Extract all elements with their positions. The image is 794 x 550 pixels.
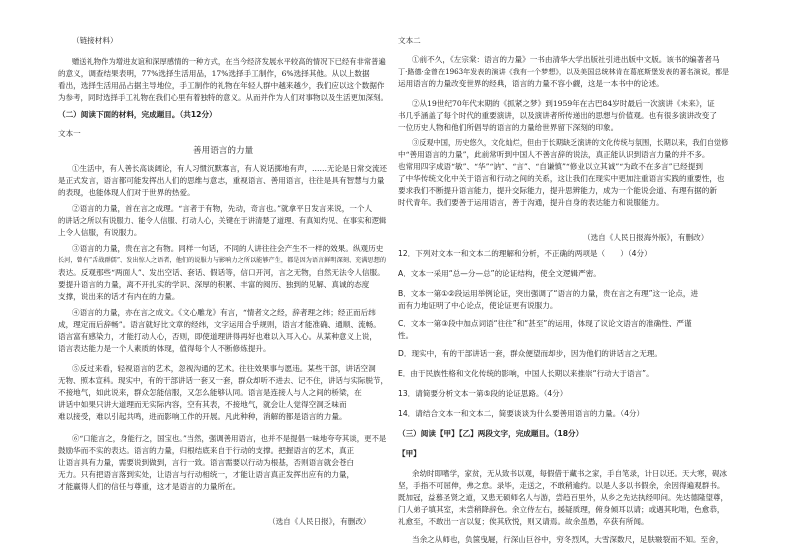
left-text-line: 长河，曾有“舌战群儒”、发出惊人之语者，他们的说服力与影响力之所以能够产生，都是因为语言鲜明深刻、充满思想的: [58, 257, 387, 264]
left-text-line: 支撑，说出来的话才有内在的力量。: [58, 292, 180, 301]
right-text-line: ③反观中国，历史悠久，文化灿烂，但由于长期缺乏演讲的文化传统与氛围，长期以来，我们自觉修: [412, 138, 729, 147]
left-text-line: 的表现，也能体现人们对于世界的热爱。: [58, 188, 195, 197]
left-text-line: 文本一: [58, 129, 81, 138]
right-text-line: 余幼时即嗜学，家贫，无从致书以观，每假借于藏书之家，手自笔录，计日以还。天大寒，砚冰: [412, 469, 727, 478]
right-text-line: 【甲】: [398, 449, 421, 458]
right-text-line: 门人弟子填其室，未尝稍降辞色。余立侍左右，援疑质理，俯身倾耳以请；或遇其叱咄，色愈恭，: [398, 505, 725, 514]
left-text-line: ⑥“口能言之，身能行之，国宝也。”当然，强调善用语言，也并不是提倡一味地夸夸其谈，更不是: [72, 434, 387, 443]
left-text-line: 成，理定而后辞畅”。语言就好比文章的经纬，文字运用合乎规则，语言才能准确、通顺、流畅。: [58, 320, 381, 329]
right-column: [398, 0, 730, 550]
right-text-line: 坚，手指不可屈伸，弗之怠。录毕，走送之，不敢稍逾约。以是人多以书假余，余因得遍观群书。: [398, 481, 725, 490]
right-text-line: 12．下列对文本一和文本二的理解和分析，不正确的两项是（ ）（4分）: [398, 249, 652, 258]
source-note: （选自《人民日报》，有删改）: [268, 517, 371, 526]
left-text-line: ②语言的力量，首在言之成理。“言者于有物，先动，奇言也。”就拿平日发言来说，一个人: [72, 204, 373, 213]
right-text-line: 13．请简要分析文本一第⑤段的论证思路。（4分）: [398, 389, 568, 398]
right-text-line: 既加冠，益慕圣贤之道，又患无硕师名人与游，尝趋百里外，从乡之先达执经叩问。先达德隆望尊，: [398, 493, 728, 502]
right-text-line: A．文本一采用“总—分—总”的论证结构，使全文逻辑严密。: [398, 269, 601, 278]
left-text-line: 是正式发言，语言都可能发挥出人们的思维与意志，重视语言、善用语言，往往是具有智慧与力量: [58, 176, 385, 185]
left-text-line: 语言表达能力是一个人素质的体现，值得每个人不断修炼提升。: [58, 344, 271, 353]
right-text-line: ①前不久，《左宗棠：语言的力量》一书由清华大学出版社引进出版中文版。该书的编著者马: [412, 55, 720, 64]
right-text-line: E．由于民族性格和文化传统的影响，中国人长期以来推崇“行动大于语言”。: [398, 369, 654, 378]
left-text-line: 的意义，调查结果表明，77%选择生活用品，17%选择手工制作，6%选择其他。从以上数据: [58, 69, 370, 78]
left-column: [58, 0, 388, 550]
left-text-line: 为参考，同时选择手工礼物在我们心里有着独特的意义。从而并作为人们对事物以及生活更加深刻。: [58, 93, 388, 102]
left-text-line: 讲话中如果只讲大道理而无实际内容，空有其表，不接地气，就会让人觉得空洞乏味而: [58, 400, 347, 409]
right-text-line: 了中华传统文化中关于语言和行动之间的关系，这让我们在现实中更加注重语言实践的重要性，也: [398, 174, 725, 183]
right-text-line: （三）阅读【甲】【乙】两段文字，完成题目。（18分）: [398, 429, 584, 438]
left-text-line: （二）阅读下面的材料，完成题目。（共12分）: [58, 110, 217, 119]
left-text-line: 才能赢得人们的信任与尊重，这才是语言的力量所在。: [58, 482, 241, 491]
right-text-line: 性。: [398, 331, 414, 340]
left-text-line: 让语言具有力量，需要说到做到，言行一致。语言需要以行动为根基，否则语言就会苍白: [58, 458, 355, 467]
right-text-line: D．现实中，有的干部讲话一套，群众便望而却步，因为他们的讲话言之无理。: [398, 349, 663, 358]
left-text-line: ⑤反过来看，轻视语言的艺术，忽视沟通的艺术。往往效果事与愿违。某些干部，讲话空洞: [72, 364, 376, 373]
right-text-line: 要求我们不断提升语言能力，提升交际能力，提升思辨能力，成为一个能说会道、有理有据的新: [398, 186, 717, 195]
right-text-line: 当余之从师也，负箧曳屣，行深山巨谷中，穷冬烈风，大雪深数尺，足肤皲裂而不知。至舍，: [412, 535, 724, 544]
left-text-line: 表达。反观那些“两面人”、发出空话、套话、假话等，信口开河，言之无物，自然无法令人信服。: [58, 268, 385, 277]
right-text-line: 书几乎涵盖了每个时代的重要演讲，以及演讲者所传递出的思想与价值观。也有很多演讲改变了: [398, 111, 717, 120]
right-text-line: C．文本一第③段中加点词语“往往”和“甚至”的运用，体现了议论文语言的准确性、严谨: [398, 319, 692, 328]
right-text-line: 也常用四字成语“敏”、“华”“讷”、“言”、“自谦慎”“修业以立其诚”“为政不在多言”已经提到: [398, 162, 703, 171]
right-text-line: 一位历史人物和他们所倡导的语言的力量给世界留下深刻的印象。: [398, 123, 619, 132]
left-text-line: 善用语言的力量: [193, 146, 254, 156]
left-text-line: （链接材料）: [72, 36, 118, 45]
left-text-line: 上令人信服，有说服力。: [58, 228, 142, 237]
right-text-line: 14．请结合文本一和文本二，简要谈谈为什么要善用语言的力量。（4分）: [398, 409, 645, 418]
right-text-line: 礼愈至，不敢出一言以复；俟其欣悦，则又请焉。故余虽愚，卒获有所闻。: [398, 517, 649, 526]
right-text-line: 中“善用语言的力量”，此前常听到中国人不善言辞的说法，真正能认识到语言力量的并不多。: [398, 150, 710, 159]
right-text-line: 时代青年。我们要善于运用语言，善于沟通，提升自身的表达能力和说服能力。: [398, 198, 664, 207]
left-text-line: 无物、照本宣科。现实中，有的干部讲话一套又一套，群众却听不进去、记不住，讲话与实际脱节，: [58, 376, 388, 385]
left-text-line: 不接地气，如此说来，群众怎能信服，又怎么能够认同。语言是连接人与人之间的桥梁，在: [58, 388, 362, 397]
right-text-line: B．文本一第①②段运用举例论证，突出强调了“语言的力量，贵在言之有理”这一论点，进: [398, 289, 699, 298]
left-text-line: ③语言的力量，贵在言之有物。同样一句话，不同的人讲往往会产生不一样的效果。纵观历史: [72, 244, 384, 253]
right-text-line: ②从19世纪70年代末期的《抓紧之梦》到1959年在古巴84岁时最后一次演讲《未来》，证: [412, 99, 715, 108]
right-text-line: （选自《人民日报海外版》，有删改）: [583, 233, 709, 242]
right-text-line: 运用语言的力量改变世界的经典，语言的力量不容小觑，这是一本书中的论述。: [398, 79, 664, 88]
left-text-line: ④语言的力量，亦在言之成文。《文心雕龙》有言，“情者文之经，辞者理之纬；经正而后纬: [72, 308, 376, 317]
right-text-line: 丁·路德·金曾在1963年发表的演讲《我有一个梦想》，以及美国总统林肯在葛底斯堡发表的著名演说，都是: [398, 67, 730, 76]
left-text-line: 要提升语言的力量，离不开扎实的学识、深厚的积累、丰富的阅历、独到的见解、真诚的态度: [58, 280, 370, 289]
right-text-line: 而有力地证明了中心论点，使论证更有说服力。: [398, 301, 558, 310]
left-text-line: 无力。只有把语言落到实处，让语言与行动相统一，才能让语言真正发挥出应有的力量，: [58, 470, 355, 479]
left-text-line: 鼓励华而不实的表达。语言的力量，归根结底来自于行动的支撑。把握语言的艺术，真正: [58, 446, 355, 455]
left-text-line: 难以接受，难以引起共鸣，进而影响工作的开展。凡此种种，消解的都是语言的力量。: [58, 412, 347, 421]
left-text-line: 看出，选择生活用品占据主导地位，手工制作的礼物在年轻人群中越来越少，我们应以这个数据作: [58, 81, 385, 90]
right-text-line: 文本二: [398, 36, 421, 45]
left-text-line: ①生活中，有人善长高谈阔论，有人习惯沉默寡言，有人说话掷地有声，……无论是日常交流还: [72, 164, 387, 173]
left-text-line: 语言富有感染力，才能打动人心，否则，即使道理讲得再好也难以入耳入心。从某种意义上说，: [58, 332, 377, 341]
left-text-line: 的讲话之所以有说服力、能令人信服、打动人心，关键在于讲清楚了道理、有真知灼见、在事实和逻辑: [58, 216, 387, 225]
left-text-line: 赠送礼物作为增进友谊和深厚感情的一种方式，在当今经济发展水平较高的情况下已经有非常普遍: [72, 57, 386, 66]
